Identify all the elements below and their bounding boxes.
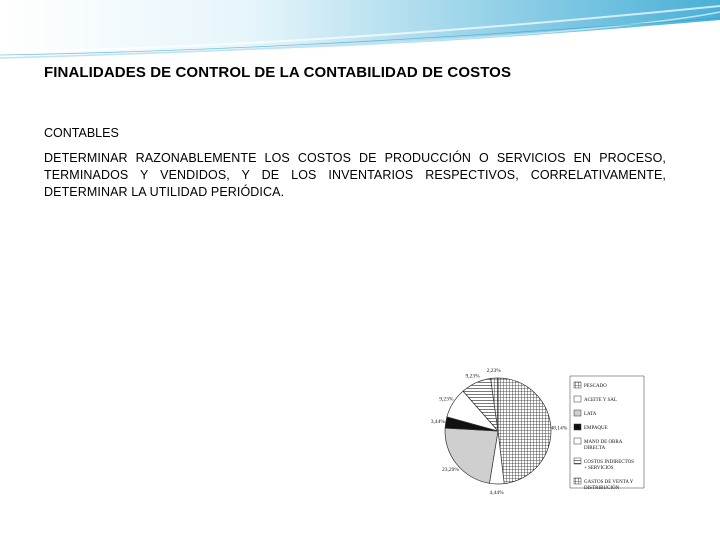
- slice-value-label: 48,14%: [550, 425, 568, 432]
- legend-label: MANO DE OBRA: [584, 440, 623, 445]
- legend-swatch: [574, 382, 581, 388]
- legend-label: ACEITE Y SAL: [584, 398, 617, 403]
- slice-value-label: 2,23%: [486, 368, 501, 375]
- legend-swatch: [574, 396, 581, 402]
- faint-text-block-1: [44, 228, 664, 242]
- legend-box: [570, 376, 644, 488]
- slice-value-label: 9,23%: [439, 396, 454, 403]
- legend-label: DISTRIBUCIÓN: [584, 486, 620, 491]
- page-title: FINALIDADES DE CONTROL DE LA CONTABILIDAD DE COSTOS: [44, 64, 512, 81]
- legend-swatch: [574, 478, 581, 484]
- legend-label: GASTOS DE VENTA Y: [584, 480, 634, 485]
- legend-swatch: [574, 410, 581, 416]
- legend-label: EMPAQUE: [584, 426, 608, 431]
- slice-value-label: 3,44%: [430, 419, 445, 426]
- pie-chart-svg: [422, 368, 650, 496]
- legend-label: + SERVICIOS: [584, 466, 614, 471]
- header-banner: [0, 0, 720, 60]
- legend-label: COSTOS INDIRECTOS: [584, 460, 634, 465]
- pie-slice: [445, 428, 498, 483]
- section-subtitle: CONTABLES: [44, 126, 119, 140]
- legend-label: LATA: [584, 412, 597, 417]
- legend-swatch: [574, 438, 581, 444]
- legend-label: PESCADO: [584, 384, 607, 389]
- slice-value-label: 23,29%: [441, 467, 459, 474]
- section-body: DETERMINAR RAZONABLEMENTE LOS COSTOS DE PRODUCCIÓN O SERVICIOS EN PROCESO, TERMINADOS Y VENDIDOS, Y DE LOS INVENTARIOS RESPECTIVOS, CORRELATIVAMENTE, DETERMINAR LA UTILIDAD PERIÓDICA.: [44, 151, 666, 199]
- legend-swatch: [574, 424, 581, 430]
- slice-value-label: 9,23%: [465, 373, 480, 380]
- slice-value-label: 4,44%: [489, 489, 504, 496]
- pie-chart: [422, 368, 650, 496]
- legend-swatch: [574, 458, 581, 464]
- pie-slice: [498, 378, 551, 484]
- legend-label: DIRECTA: [584, 446, 606, 451]
